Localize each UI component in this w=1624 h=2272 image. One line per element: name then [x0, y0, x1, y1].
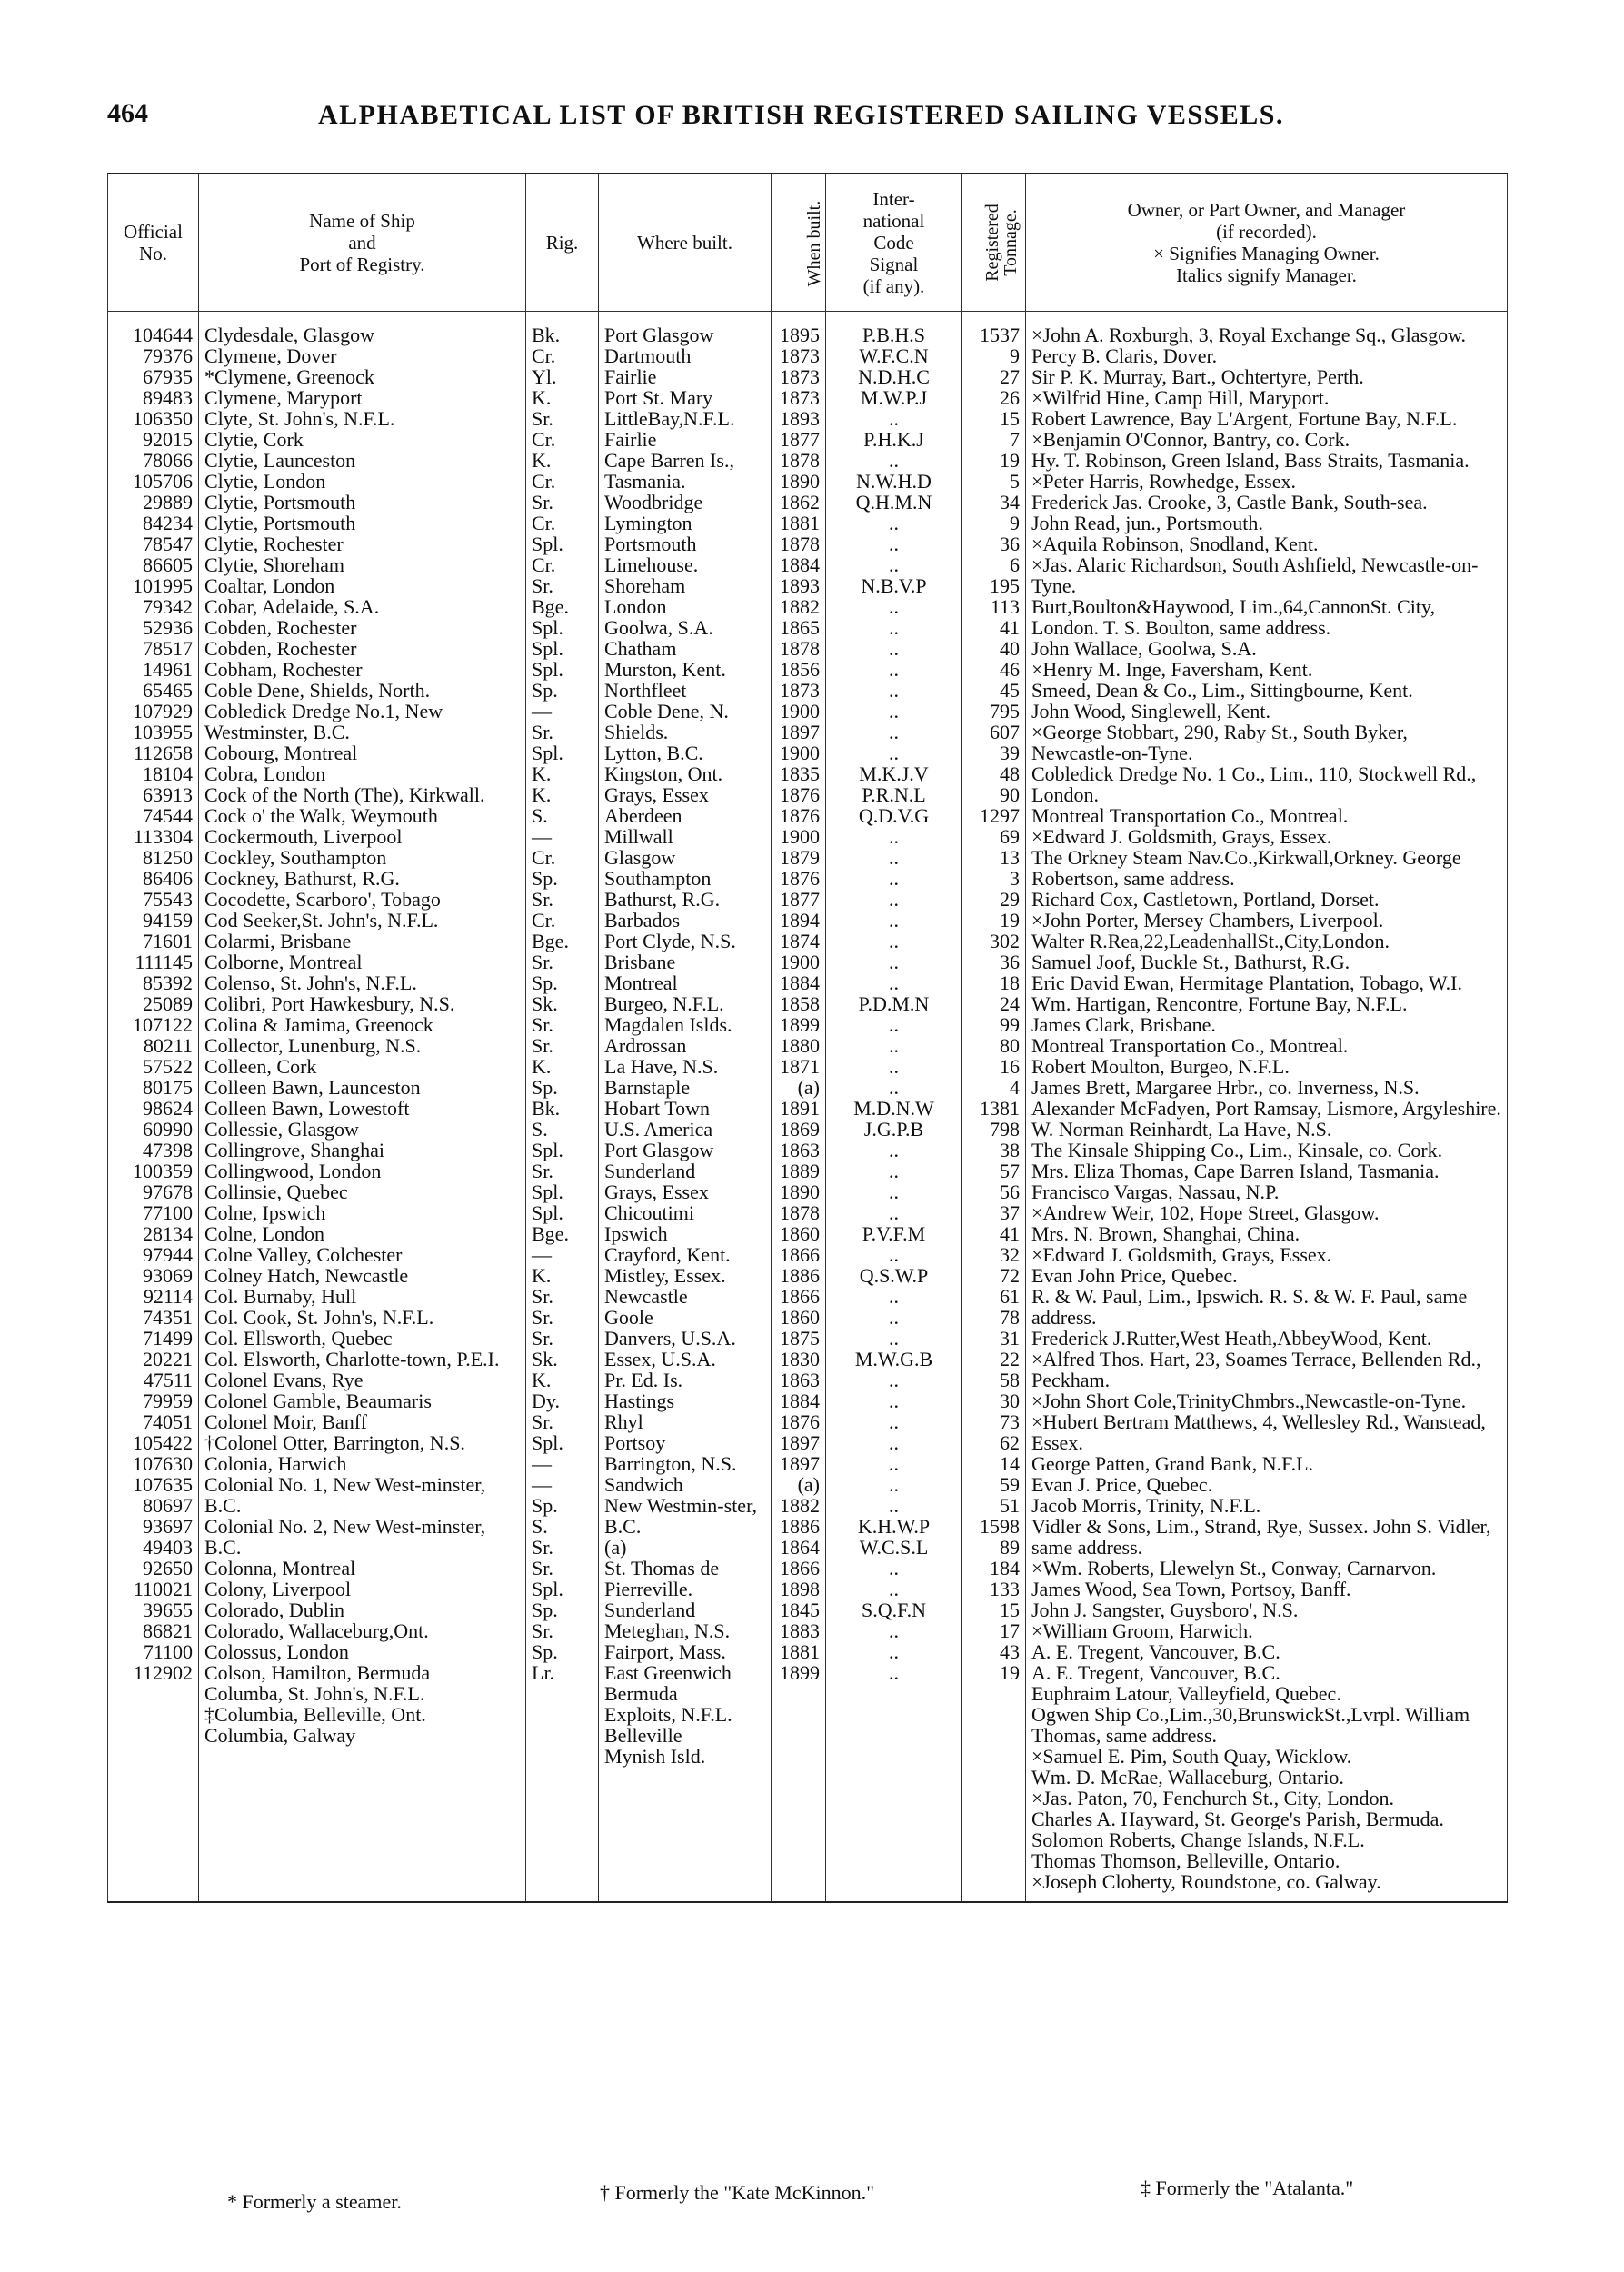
page-number: 464 — [107, 98, 148, 128]
vessel-register-table — [107, 173, 1508, 1903]
footnote-double-dagger: ‡ Formerly the "Atalanta." — [1141, 2177, 1354, 2199]
header-owner-line2: (if recorded). — [1216, 221, 1317, 243]
footnote-star: * Formerly a steamer. — [227, 2190, 402, 2213]
column-owner: ×John A. Roxburgh, 3, Royal Exchange Sq., Glasgow. Percy B. Claris, Dover. Sir P. K. Murray, Bart., Ochtertyre, Perth. ×Wilfrid Hine, Camp Hill, Maryport. Robert Lawrence, Bay L'Argent, Fortune Bay, N.F.L. ×Benjamin O'Connor, Bantry, co. Cork. Hy. T. Robinson, Green Island, Bass Straits, Tasmania. ×Peter Harris, Rowhedge, Essex. Frederick Jas. Crooke, 3, Castle Bank, South-sea. John Read, jun., Portsmouth. ×Aquila Robinson, Snodland, Kent. ×Jas. Alaric Richardson, South Ashfield, Newcastle-on-Tyne. Burt,Boulton&Haywood, Lim.,64,CannonSt. City, London. T. S. Boulton, same address. John Wallace, Goolwa, S.A. ×Henry M. Inge, Faversham, Kent. Smeed, Dean & Co., Lim., Sittingbourne, Kent. John Wood, Singlewell, Kent. ×George Stobbart, 290, Raby St., South Byker, Newcastle-on-Tyne. Cobledick Dredge No. 1 Co., Lim., 110, Stockwell Rd., London. Montreal Transportation Co., Montreal. ×Edward J. Goldsmith, Grays, Essex. The Orkney Steam Nav.Co.,Kirkwall,Orkney. George Robertson, same address. Richard Cox, Castletown, Portland, Dorset. ×John Porter, Mersey Chambers, Liverpool. Walter R.Rea,22,LeadenhallSt.,City,London. Samuel Joof, Buckle St., Bathurst, R.G. Eric David Ewan, Hermitage Plantation, Tobago, W.I. Wm. Hartigan, Rencontre, Fortune Bay, N.F.L. James Clark, Brisbane. Montreal Transportation Co., Montreal. Robert Moulton, Burgeo, N.F.L. James Brett, Margaree Hrbr., co. Inverness, N.S. Alexander McFadyen, Port Ramsay, Lismore, Argyleshire. W. Norman Reinhardt, La Have, N.S. The Kinsale Shipping Co., Lim., Kinsale, co. Cork. Mrs. Eliza Thomas, Cape Barren Island, Tasmania. Francisco Vargas, Nassau, N.P. ×Andrew Weir, 102, Hope Street, Glasgow. Mrs. N. Brown, Shanghai, China. ×Edward J. Goldsmith, Grays, Essex. Evan John Price, Quebec. R. & W. Paul, Lim., Ipswich. R. S. & W. F. Paul, same address. Frederick J.Rutter,West Heath,AbbeyWood, Kent. ×Alfred Thos. Hart, 23, Soames Terrace, Bellenden Rd., Peckham. ×John Short Cole,TrinityChmbrs.,Newcastle-on-Tyne. ×Hubert Bertram Matthews, 4, Wellesley Rd., Wanstead, Essex. George Patten, Grand Bank, N.F.L. Evan J. Price, Quebec. Jacob Morris, Trinity, N.F.L. Vidler & Sons, Lim., Strand, Rye, Sussex. John S. Vidler, same address. ×Wm. Roberts, Llewelyn St., Conway, Carnarvon. James Wood, Sea Town, Portsoy, Banff. John J. Sangster, Guysboro', N.S. ×William Groom, Harwich. A. E. Tregent, Vancouver, B.C. A. E. Tregent, Vancouver, B.C. Euphraim Latour, Valleyfield, Quebec. Ogwen Ship Co.,Lim.,30,BrunswickSt.,Lvrpl. William Thomas, same address. ×Samuel E. Pim, South Quay, Wicklow. Wm. D. McRae, Wallaceburg, Ontario. ×Jas. Paton, 70, Fenchurch St., City, London. Charles A. Hayward, St. George's Parish, Bermuda. Solomon Roberts, Change Islands, N.F.L. Thomas Thomson, Belleville, Ontario. ×Joseph Cloherty, Roundstone, co. Galway. — [1026, 312, 1508, 1903]
header-owner-line4: Italics signify Manager. — [1176, 264, 1357, 286]
column-when-built: 1895 1873 1873 1873 1893 1877 1878 1890 1862 1881 1878 1884 1893 1882 1865 1878 1856 1873 1900 1897 1900 1835 1876 1876 1900 1879 1876 1877 1894 1874 1900 1884 1858 1899 1880 1871 (a) 1891 1869 1863 1889 1890 1878 1860 1866 1886 1866 1860 1875 1830 1863 1884 1876 1897 1897 (a) 1882 1886 1864 1866 1898 1845 1883 1881 1899 — [772, 312, 826, 1903]
column-official-no: 104644 79376 67935 89483 106350 92015 78066 105706 29889 84234 78547 86605 101995 79342 52936 78517 14961 65465 107929 103955 112658 18104 63913 74544 113304 81250 86406 75543 94159 71601 111145 85392 25089 107122 80211 57522 80175 98624 60990 47398 100359 97678 77100 28134 97944 93069 92114 74351 71499 20221 47511 79959 74051 105422 107630 107635 80697 93697 49403 92650 110021 39655 86821 71100 112902 — [108, 312, 199, 1903]
header-when-built — [772, 174, 826, 312]
table-body-row — [108, 312, 1508, 1903]
table-header-row — [108, 174, 1508, 312]
header-where-built: Where built. — [599, 174, 772, 312]
header-tonnage-label: Registered Tonnage. — [981, 203, 1021, 282]
header-signal: Inter- national Code Signal (if any). — [826, 174, 962, 312]
footnote-dagger: † Formerly the "Kate McKinnon." — [600, 2181, 875, 2204]
header-when-built-label: When built. — [804, 200, 825, 286]
column-name-port: Clydesdale, Glasgow Clymene, Dover *Clymene, Greenock Clymene, Maryport Clyte, St. John's, N.F.L. Clytie, Cork Clytie, Launceston Clytie, London Clytie, Portsmouth Clytie, Portsmouth Clytie, Rochester Clytie, Shoreham Coaltar, London Cobar, Adelaide, S.A. Cobden, Rochester Cobden, Rochester Cobham, Rochester Coble Dene, Shields, North. Cobledick Dredge No.1, New Westminster, B.C. Cobourg, Montreal Cobra, London Cock of the North (The), Kirkwall. Cock o' the Walk, Weymouth Cockermouth, Liverpool Cockley, Southampton Cockney, Bathurst, R.G. Cocodette, Scarboro', Tobago Cod Seeker,St. John's, N.F.L. Colarmi, Brisbane Colborne, Montreal Colenso, St. John's, N.F.L. Colibri, Port Hawkesbury, N.S. Colina & Jamima, Greenock Collector, Lunenburg, N.S. Colleen, Cork Colleen Bawn, Launceston Colleen Bawn, Lowestoft Collessie, Glasgow Collingrove, Shanghai Collingwood, London Collinsie, Quebec Colne, Ipswich Colne, London Colne Valley, Colchester Colney Hatch, Newcastle Col. Burnaby, Hull Col. Cook, St. John's, N.F.L. Col. Ellsworth, Quebec Col. Elsworth, Charlotte-town, P.E.I. Colonel Evans, Rye Colonel Gamble, Beaumaris Colonel Moir, Banff †Colonel Otter, Barrington, N.S. Colonia, Harwich Colonial No. 1, New West-minster, B.C. Colonial No. 2, New West-minster, B.C. Colonna, Montreal Colony, Liverpool Colorado, Dublin Colorado, Wallaceburg,Ont. Colossus, London Colson, Hamilton, Bermuda Columba, St. John's, N.F.L. ‡Columbia, Belleville, Ont. Columbia, Galway — [199, 312, 526, 1903]
column-where-built: Port Glasgow Dartmouth Fairlie Port St. Mary LittleBay,N.F.L. Fairlie Cape Barren Is., Tasmania. Woodbridge Lymington Portsmouth Limehouse. Shoreham London Goolwa, S.A. Chatham Murston, Kent. Northfleet Coble Dene, N. Shields. Lytton, B.C. Kingston, Ont. Grays, Essex Aberdeen Millwall Glasgow Southampton Bathurst, R.G. Barbados Port Clyde, N.S. Brisbane Montreal Burgeo, N.F.L. Magdalen Islds. Ardrossan La Have, N.S. Barnstaple Hobart Town U.S. America Port Glasgow Sunderland Grays, Essex Chicoutimi Ipswich Crayford, Kent. Mistley, Essex. Newcastle Goole Danvers, U.S.A. Essex, U.S.A. Pr. Ed. Is. Hastings Rhyl Portsoy Barrington, N.S. Sandwich New Westmin-ster, B.C. (a) St. Thomas de Pierreville. Sunderland Meteghan, N.S. Fairport, Mass. East Greenwich Bermuda Exploits, N.F.L. Belleville Mynish Isld. — [599, 312, 772, 1903]
header-owner-line3: × Signifies Managing Owner. — [1153, 243, 1380, 264]
header-owner-line1: Owner, or Part Owner, and Manager — [1127, 199, 1406, 221]
header-official-no: Official No. — [108, 174, 199, 312]
header-rig: Rig. — [526, 174, 599, 312]
column-signal: P.B.H.S W.F.C.N N.D.H.C M.W.P.J .. P.H.K.J .. N.W.H.D Q.H.M.N .. .. .. N.B.V.P .. .. .. .. .. .. .. .. M.K.J.V P.R.N.L Q.D.V.G .. .. .. .. .. .. .. .. P.D.M.N .. .. .. .. M.D.N.W J.G.P.B .. .. .. .. P.V.F.M .. Q.S.W.P .. .. .. M.W.G.B .. .. .. .. .. .. .. K.H.W.P W.C.S.L .. .. S.Q.F.N .. .. .. — [826, 312, 962, 1903]
column-tonnage: 1537 9 27 26 15 7 19 5 34 9 36 6 195 113 41 40 46 45 795 607 39 48 90 1297 69 13 3 29 19 302 36 18 24 99 80 16 4 1381 798 38 57 56 37 41 32 72 61 78 31 22 58 30 73 62 14 59 51 1598 89 184 133 15 17 43 19 — [962, 312, 1026, 1903]
header-name-port: Name of Ship and Port of Registry. — [199, 174, 526, 312]
header-owner — [1026, 174, 1508, 312]
page-title: ALPHABETICAL LIST OF BRITISH REGISTERED SAILING VESSELS. — [318, 100, 1284, 130]
column-rig: Bk. Cr. Yl. K. Sr. Cr. K. Cr. Sr. Cr. Spl. Cr. Sr. Bge. Spl. Spl. Spl. Sp. — Sr. Spl. K. K. S. — Cr. Sp. Sr. Cr. Bge. Sr. Sp. Sk. Sr. Sr. K. Sp. Bk. S. Spl. Sr. Spl. Spl. Bge. — K. Sr. Sr. Sr. Sk. K. Dy. Sr. Spl. — — Sp. S. Sr. Sr. Spl. Sp. Sr. Sp. Lr. — [526, 312, 599, 1903]
header-tonnage — [962, 174, 1026, 312]
